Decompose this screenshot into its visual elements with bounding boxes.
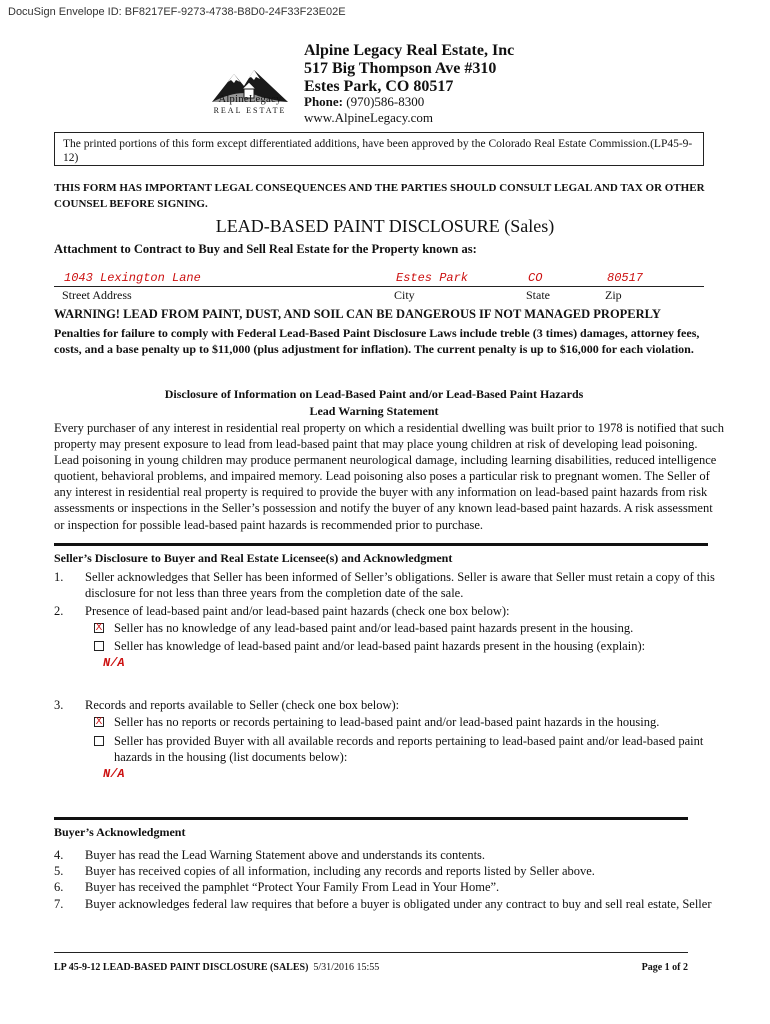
item-text: Records and reports available to Seller (check one box below): (85, 698, 400, 712)
item2-option-has-knowledge (94, 639, 734, 657)
approval-notice: The printed portions of this form except differentiated additions, have been approved by the Colorado Real Estate Commission.(LP45-9-12) (54, 132, 704, 166)
item-number: 7. (54, 897, 64, 911)
item-number: 6. (54, 880, 64, 894)
city-field[interactable]: Estes Park (396, 271, 469, 285)
checkbox-unchecked[interactable] (94, 736, 104, 746)
item-number: 3. (54, 698, 64, 712)
footer-divider (54, 952, 688, 953)
seller-item-1 (54, 569, 734, 603)
item2-explain-field[interactable]: N/A (103, 656, 125, 670)
zip-field[interactable]: 80517 (607, 271, 644, 285)
option-label: Seller has knowledge of lead-based paint and/or lead-based paint hazards present in the housing (explain): (114, 639, 646, 653)
disclosure-title: Disclosure of Information on Lead-Based Paint and/or Lead-Based Paint Hazards (164, 387, 584, 401)
address-divider (54, 286, 704, 287)
state-field[interactable]: CO (528, 271, 543, 285)
legal-warning: THIS FORM HAS IMPORTANT LEGAL CONSEQUENCES AND THE PARTIES SHOULD CONSULT LEGAL AND TAX OR OTHER COUNSEL BEFORE SIGNING. (54, 182, 705, 210)
company-address-2: Estes Park, CO 80517 (304, 78, 454, 95)
item-number: 2. (54, 604, 64, 618)
logo-subtitle: REAL ESTATE (213, 106, 287, 115)
item3-documents-field[interactable]: N/A (103, 767, 125, 781)
checkbox-checked[interactable]: X (95, 622, 103, 633)
phone-number: (970)586-8300 (346, 94, 425, 109)
seller-section-heading: Seller’s Disclosure to Buyer and Real Estate Licensee(s) and Acknowledgment (54, 551, 453, 565)
company-block (304, 42, 514, 96)
item-text: Buyer has received copies of all information, including any records and reports listed by Seller above. (85, 864, 595, 878)
state-label: State (526, 288, 550, 302)
section-divider (54, 817, 688, 820)
penalty-text: Penalties for failure to comply with Federal Lead-Based Paint Disclosure Laws include treble (3 times) damages, attorney fees, costs, and a base penalty up to $11,000 (plus adjustment for inflation). The current penalty is up to $16,000 for each violation. (54, 326, 700, 356)
item2-option-no-knowledge (94, 621, 734, 639)
seller-item-3 (54, 697, 734, 715)
item-text: Presence of lead-based paint and/or lead-based paint hazards (check one box below): (85, 604, 510, 618)
option-label: Seller has provided Buyer with all available records and reports pertaining to lead-based paint and/or lead-based paint (114, 734, 704, 748)
item-number: 5. (54, 864, 64, 878)
zip-label: Zip (605, 288, 622, 302)
city-label: City (394, 288, 415, 302)
street-address-field[interactable]: 1043 Lexington Lane (64, 271, 201, 285)
attachment-text: Attachment to Contract to Buy and Sell Real Estate for the Property known as: (54, 242, 477, 256)
buyer-item-6 (54, 879, 734, 897)
phone-label: Phone: (304, 94, 343, 109)
company-address-1: 517 Big Thompson Ave #310 (304, 60, 497, 77)
item-number: 1. (54, 570, 64, 584)
page-number: Page 1 of 2 (641, 962, 688, 973)
item3-option-no-reports (94, 715, 734, 733)
form-date: 5/31/2016 15:55 (313, 962, 380, 973)
footer-form-id (54, 962, 379, 973)
checkbox-checked[interactable]: X (95, 716, 103, 727)
lead-warning-title: Lead Warning Statement (309, 404, 439, 418)
item-text: Buyer has received the pamphlet “Protect Your Family From Lead in Your Home”. (85, 880, 500, 894)
form-title: LEAD-BASED PAINT DISCLOSURE (Sales) (215, 216, 555, 236)
option-label: Seller has no knowledge of any lead-based paint and/or lead-based paint hazards present in the housing. (114, 621, 634, 635)
street-address-label: Street Address (62, 288, 132, 302)
option-label: Seller has no reports or records pertaining to lead-based paint and/or lead-based paint hazards in the housing. (114, 715, 660, 729)
docusign-envelope-id: DocuSign Envelope ID: BF8217EF-9273-4738-B8D0-24F33F23E02E (8, 6, 346, 18)
warning-heading: WARNING! LEAD FROM PAINT, DUST, AND SOIL CAN BE DANGEROUS IF NOT MANAGED PROPERLY (54, 307, 661, 321)
company-website: www.AlpineLegacy.com (304, 110, 433, 125)
form-id: LP 45-9-12 LEAD-BASED PAINT DISCLOSURE (SALES) (54, 962, 309, 973)
buyer-section-heading: Buyer’s Acknowledgment (54, 825, 186, 839)
company-contact (304, 94, 433, 126)
item-text: Buyer has read the Lead Warning Statement above and understands its contents. (85, 848, 486, 862)
company-name: Alpine Legacy Real Estate, Inc (304, 42, 515, 59)
lead-warning-body: Every purchaser of any interest in residential real property on which a residential dwelling was built prior to 1978 is notified that such property may present exposure to lead from lead-based paint that may place young children at risk of developing lead poisoning. Lead poisoning in young children may produce permanent neurological damage, including learning disabilities, reduced intelligence quotient, behavioral problems, and impaired memory. Lead poisoning also poses a particular risk to pregnant women. The Seller of any interest in residential real property is required to provide the buyer with any information on lead-based paint hazards from risk assessments or inspections in the Seller’s possession and notify the buyer of any known lead-based paint hazards. A risk assessment or inspection for possible lead-based paint hazards is recommended prior to purchase. (54, 421, 724, 532)
item3-option-provided-reports (94, 734, 734, 768)
checkbox-unchecked[interactable] (94, 641, 104, 651)
option-label-continued: hazards in the housing (list documents below): (114, 750, 348, 764)
logo-wordmark: AlpineLegacy (218, 94, 282, 105)
item-text: Buyer acknowledges federal law requires that before a buyer is obligated under any contract to buy and sell real estate, Seller (85, 897, 712, 911)
section-divider (54, 543, 708, 546)
buyer-item-7 (54, 896, 734, 914)
item-text-continued: disclosure for not less than three years from the completion date of the sale. (85, 586, 464, 600)
item-text: Seller acknowledges that Seller has been informed of Seller’s obligations. Seller is aware that Seller must retain a copy of this (85, 570, 715, 584)
item-number: 4. (54, 848, 64, 862)
seller-item-2 (54, 603, 734, 621)
